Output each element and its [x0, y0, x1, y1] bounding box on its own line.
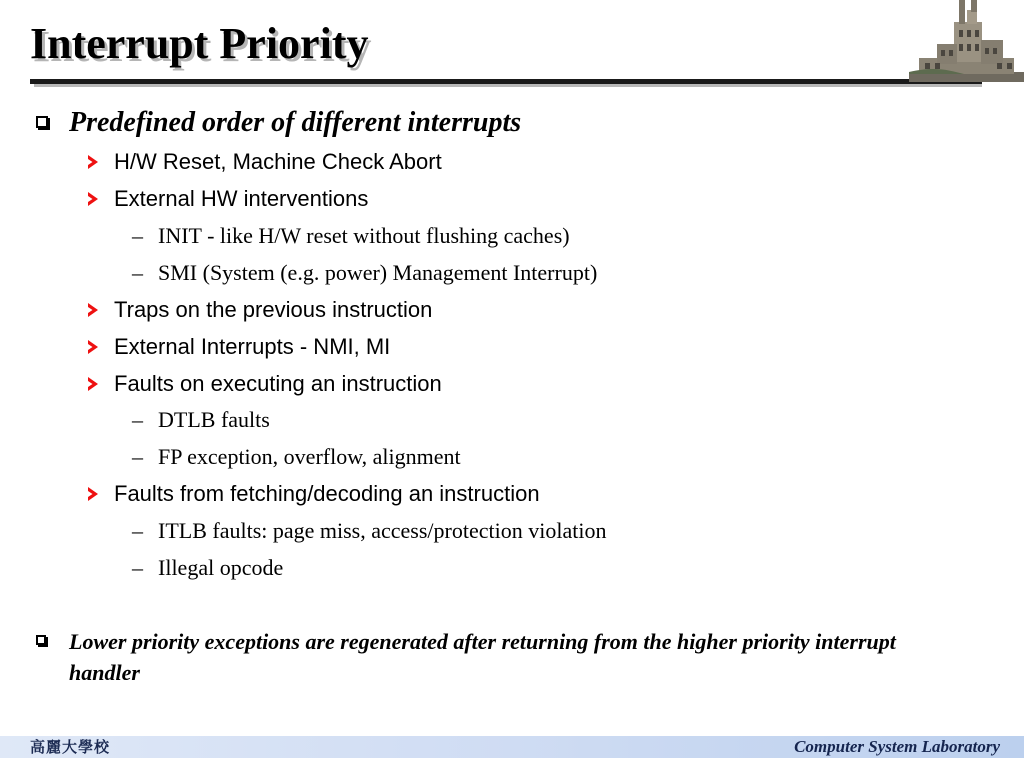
lab-name: Computer System Laboratory [794, 737, 1000, 756]
bullet-text: Faults on executing an instruction [114, 371, 442, 396]
slide-title: Interrupt Priority [30, 19, 369, 68]
dash-icon: – [132, 518, 143, 543]
dash-icon: – [132, 407, 143, 432]
arrow-right-icon [86, 486, 100, 502]
dash-icon: – [132, 444, 143, 469]
bullet-text: Faults from fetching/decoding an instruction [114, 481, 540, 506]
bullet-text: External Interrupts - NMI, MI [114, 334, 391, 359]
note-text: Lower priority exceptions are regenerated after returning from the higher priority interrupt handler [69, 629, 896, 685]
arrow-right-icon [86, 339, 100, 355]
hollow-square-icon [36, 635, 46, 645]
arrow-right-icon [86, 154, 100, 170]
bullet-text: External HW interventions [114, 186, 369, 211]
bullet-text: Predefined order of different interrupts [69, 107, 522, 138]
title-rule [30, 79, 982, 84]
title-rule-shadow [34, 84, 982, 87]
bullet-text: Illegal opcode [158, 555, 284, 580]
dash-icon: – [132, 260, 143, 285]
hollow-square-icon [36, 116, 48, 128]
arrow-right-icon [86, 191, 100, 207]
university-building-icon [909, 0, 1024, 82]
bullet-text: H/W Reset, Machine Check Abort [114, 149, 442, 174]
bullet-text: INIT - like H/W reset without flushing caches) [158, 223, 570, 248]
bullet-text: DTLB faults [158, 407, 270, 432]
bullet-text: ITLB faults: page miss, access/protection violation [158, 518, 607, 543]
dash-icon: – [132, 223, 143, 248]
footer-bar [0, 736, 1024, 758]
bullet-text: Traps on the previous instruction [114, 297, 433, 322]
arrow-right-icon [86, 376, 100, 392]
arrow-right-icon [86, 302, 100, 318]
bullet-text: FP exception, overflow, alignment [158, 444, 461, 469]
dash-icon: – [132, 555, 143, 580]
bullet-text: SMI (System (e.g. power) Management Interrupt) [158, 260, 598, 285]
university-name: 高麗大學校 [30, 738, 111, 756]
